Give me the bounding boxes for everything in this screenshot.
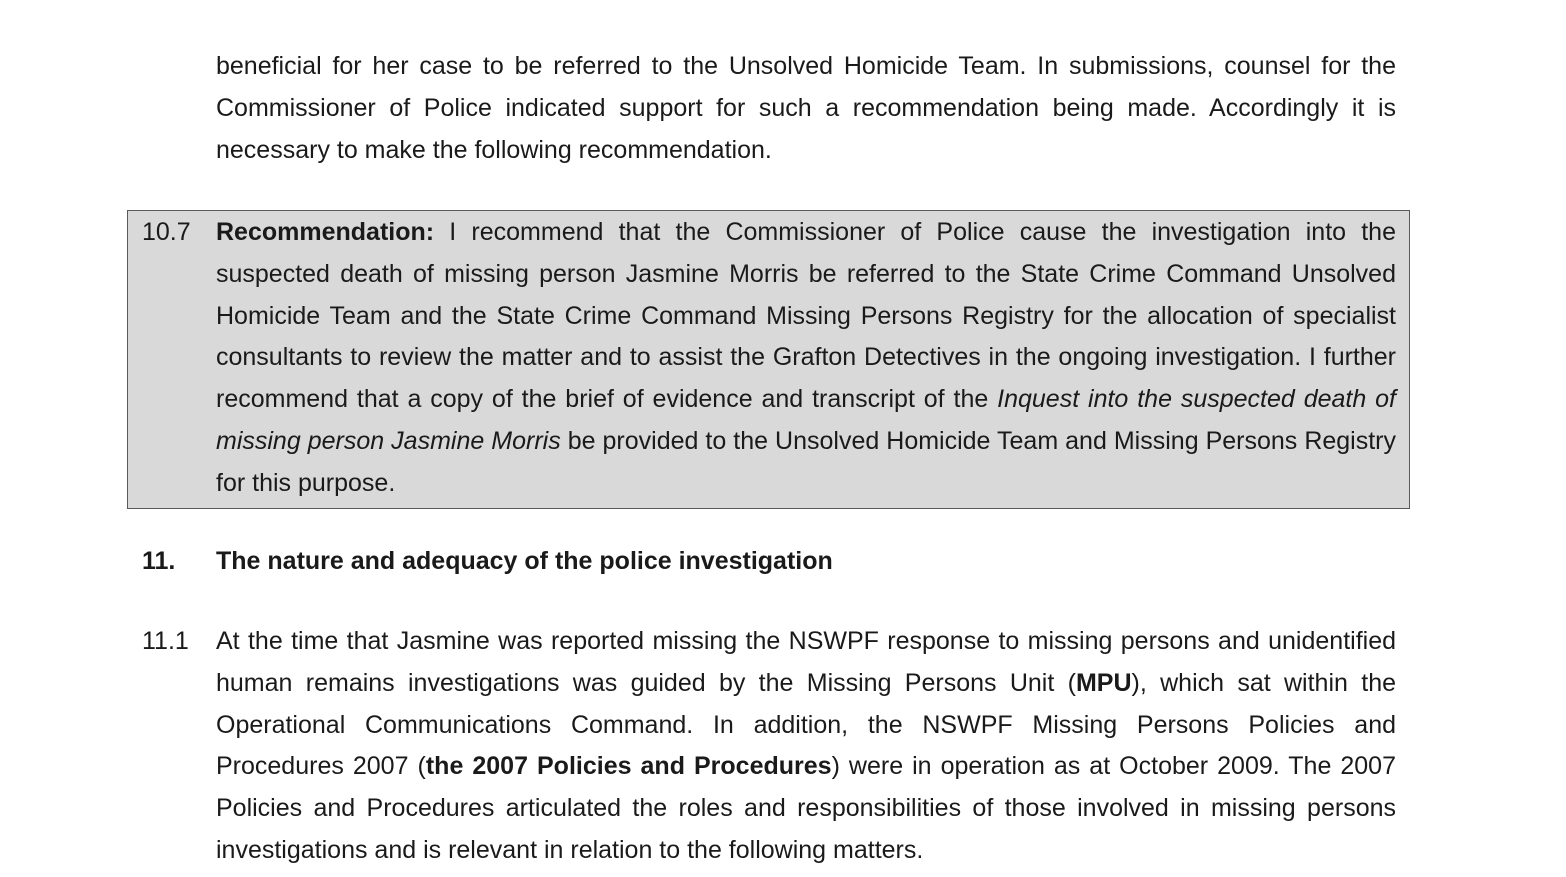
recommendation-text-after: be provided to the Unsolved Homicide Team and Missing Persons Registry for this purpose. <box>216 426 1397 497</box>
paragraph-number-10-7: 10.7 <box>142 218 191 246</box>
recommendation-label: Recommendation: <box>216 218 435 246</box>
recommendation-paragraph <box>216 212 1396 505</box>
paragraph-11-1 <box>216 621 1396 872</box>
paragraph-10-6-continuation: beneficial for her case to be referred to the Unsolved Homicide Team. In submissions, counsel for the Commissioner of Police indicated support for such a recommendation being made. Accordingly it is necessary to make the following recommendation. <box>216 52 1396 164</box>
section-number-11: 11. <box>142 547 176 575</box>
para-11-1-part2: ), which sat within the Operational Communications Command. In addition, the NSWPF Missing Persons Policies and Procedures 2007 ( <box>216 668 1396 781</box>
para-11-1-part3: ) were in operation as at October 2009. The 2007 Policies and Procedures articulated the roles and responsibilities of those involved in missing persons investigations and is relevant in relation to the following matters. <box>216 752 1396 864</box>
para-11-1-part1: At the time that Jasmine was reported missing the NSWPF response to missing persons and unidentified human remains investigations was guided by the Missing Persons Unit ( <box>216 627 1396 697</box>
defined-term: the 2007 Policies and Procedures <box>425 752 832 781</box>
paragraph-number-11-1: 11.1 <box>142 627 189 655</box>
mpu-abbreviation: MPU <box>1075 668 1132 697</box>
recommendation-text-before: I recommend that the Commissioner of Police cause the investigation into the suspected death of missing person Jasmine Morris be referred to the State Crime Command Unsolved Homicide Team and the State Crime Command Missing Persons Registry for the allocation of specialist consultants to review the matter and to assist the Grafton Detectives in the ongoing investigation. I further recommend that a copy of the brief of evidence and transcript of the <box>216 218 1396 414</box>
inquest-title: Inquest into the suspected death of missing person Jasmine Morris <box>216 385 1396 455</box>
section-heading: The nature and adequacy of the police investigation <box>216 547 833 575</box>
